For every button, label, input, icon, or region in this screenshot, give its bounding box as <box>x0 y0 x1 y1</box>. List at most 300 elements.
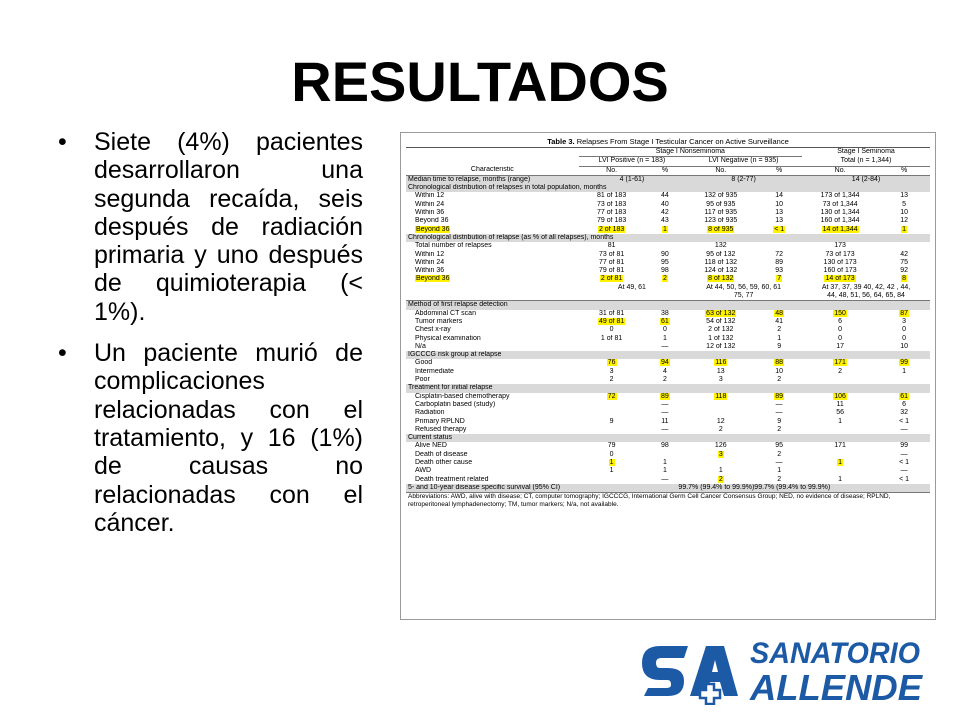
row-label-text: Tumor markers <box>415 317 463 325</box>
cell-value: 31 of 81 <box>598 309 625 317</box>
row-label <box>406 476 579 484</box>
risk-rows <box>406 359 930 384</box>
cell <box>645 267 686 275</box>
cell <box>645 459 686 467</box>
row-label-text: Total number of relapses <box>415 242 492 250</box>
cell: At 44, 50, 56, 59, 60, 61 <box>706 283 781 291</box>
row-label-text: Within 12 <box>415 250 445 258</box>
cell-value: 1 <box>838 475 843 483</box>
cell <box>878 451 930 459</box>
cell-value: 4 <box>662 367 667 375</box>
row-label-text: Good <box>415 359 433 367</box>
cell <box>802 442 878 450</box>
cell-value: 173 <box>834 242 846 250</box>
cell <box>802 209 878 217</box>
cell: 99.7% (99.4% to 99.9%)99.7% (99.4% to 99.9%) <box>579 484 930 493</box>
cell-value: 13 <box>775 209 784 217</box>
cell-value: 2 of 132 <box>708 326 734 334</box>
cell <box>802 459 878 467</box>
cell <box>685 442 756 450</box>
cell <box>878 376 930 384</box>
row-label <box>406 393 579 401</box>
cell <box>685 476 756 484</box>
table-row <box>406 418 930 426</box>
cell <box>878 418 930 426</box>
row-label <box>406 343 579 351</box>
cell <box>579 476 645 484</box>
table-caption-text: Relapses From Stage I Testicular Cancer on Active Surveillance <box>576 137 789 146</box>
cell <box>685 326 756 334</box>
sub-lvi-negative: LVI Negative (n = 935) <box>685 157 802 166</box>
table-row <box>406 209 930 217</box>
cell-value: 116 <box>715 359 727 367</box>
cell <box>878 209 930 217</box>
cell-value: 89 <box>775 392 784 400</box>
cell-value: 56 <box>836 409 844 417</box>
row-label-text: Within 36 <box>415 267 445 275</box>
group-seminoma: Stage I Seminoma <box>837 148 895 156</box>
cell <box>756 217 802 225</box>
cell-value: 2 of 183 <box>598 225 625 233</box>
cell <box>878 409 930 417</box>
cell <box>878 442 930 450</box>
row-label-text: N/a <box>415 342 426 350</box>
cell-value: 11 <box>836 400 844 408</box>
cell <box>685 259 756 267</box>
cell-value: 17 <box>836 342 844 350</box>
cell-value: 79 of 183 <box>597 217 627 225</box>
cell: 8 (2-77) <box>685 175 802 184</box>
cell <box>878 192 930 200</box>
col-pct: % <box>756 166 802 175</box>
cell <box>878 217 930 225</box>
cell-value: 63 of 132 <box>706 309 736 317</box>
cell <box>579 259 645 267</box>
bullet-item: • Un paciente murió de complicaciones relacionadas con el tratamiento, y 16 (1%) de causas no relacionadas con el cáncer. <box>58 339 363 537</box>
cell <box>756 401 802 409</box>
cell <box>756 326 802 334</box>
status-rows <box>406 442 930 483</box>
cell-value: 2 <box>718 475 723 483</box>
cell <box>579 192 645 200</box>
cell-value: 98 <box>661 442 669 450</box>
cell-value: 106 <box>834 392 846 400</box>
cell <box>579 251 645 259</box>
cell-value: 1 <box>662 458 667 466</box>
cell <box>802 226 878 234</box>
cell-value: 1 <box>662 467 667 475</box>
cell <box>645 451 686 459</box>
cell <box>645 426 686 434</box>
cell <box>685 310 756 318</box>
cell <box>645 226 686 234</box>
cell-value: 99 <box>900 359 908 367</box>
cell-value: 1 <box>777 467 782 475</box>
cell-value: 2 <box>609 376 614 384</box>
col-no: No. <box>579 166 645 175</box>
cell <box>685 368 756 376</box>
cell-value: < 1 <box>899 417 910 425</box>
row-label-text: Radiation <box>415 409 445 417</box>
cell <box>579 201 645 209</box>
cell: At 37, 37, 39 40, 42, 42 , 44, <box>821 283 911 291</box>
cell <box>579 451 645 459</box>
row-label-text: Primary RPLND <box>415 417 465 425</box>
row-label-text: Death of disease <box>415 450 468 458</box>
cell-value: 5 <box>902 200 907 208</box>
table-row <box>406 251 930 259</box>
cell-value: 73 of 173 <box>825 250 855 258</box>
section-label: Current status <box>406 434 930 442</box>
row-label <box>406 242 579 250</box>
cell <box>756 368 802 376</box>
row-label-text: Within 24 <box>415 258 445 266</box>
cell-value: 2 <box>777 376 782 384</box>
cell-value: 2 <box>662 275 667 283</box>
cell <box>579 326 645 334</box>
cell <box>756 393 802 401</box>
cell <box>645 418 686 426</box>
row-label-text: Within 12 <box>415 192 445 200</box>
cell <box>685 217 756 225</box>
cell-value: 10 <box>775 367 784 375</box>
cell <box>579 442 645 450</box>
cell <box>878 318 930 326</box>
cell <box>579 209 645 217</box>
table-row <box>406 476 930 484</box>
cell <box>645 467 686 475</box>
cell <box>878 251 930 259</box>
cell-value: 2 <box>838 367 843 375</box>
cell <box>645 335 686 343</box>
row-label-text: Carboplatin based (study) <box>415 400 496 408</box>
cell <box>685 426 756 434</box>
cell <box>645 393 686 401</box>
row-label-text: Death treatment related <box>415 475 489 483</box>
row-label <box>406 251 579 259</box>
cell <box>802 426 878 434</box>
cell-value: 79 of 81 <box>598 267 625 275</box>
row-label <box>406 318 579 326</box>
cell-value: 2 <box>777 326 782 334</box>
table-header-row <box>406 148 930 157</box>
cell-value: 0 <box>609 326 614 334</box>
cell-value: 7 <box>777 275 782 283</box>
cell-value: 3 <box>718 450 723 458</box>
row-label-text: Within 36 <box>415 209 445 217</box>
cell-value: 171 <box>834 442 846 450</box>
table-row <box>406 226 930 234</box>
cell <box>645 368 686 376</box>
cell <box>645 343 686 351</box>
cell-value: 2 <box>777 475 782 483</box>
cell-value: 150 <box>834 309 846 317</box>
cell <box>756 275 802 283</box>
cell <box>579 217 645 225</box>
cell <box>685 226 756 234</box>
table-row <box>406 335 930 343</box>
group-nonseminoma: Stage I Nonseminoma <box>579 148 802 157</box>
cell <box>756 451 802 459</box>
cell-value: 87 <box>900 309 908 317</box>
cell-value: 160 of 173 <box>823 267 857 275</box>
cell <box>802 359 878 367</box>
col-characteristic: Characteristic <box>406 166 579 175</box>
sanatorio-allende-logo <box>640 630 930 705</box>
cell <box>756 242 802 250</box>
section-label: Chronological distribution of relapse (as % of all relapses), months <box>406 234 930 242</box>
cell <box>802 409 878 417</box>
cell-value: 95 <box>775 442 784 450</box>
cell <box>579 376 645 384</box>
cell <box>645 409 686 417</box>
cell <box>685 401 756 409</box>
cell-value: — <box>900 467 908 475</box>
cell <box>756 418 802 426</box>
cell-value: 118 of 132 <box>704 258 738 266</box>
cell <box>878 359 930 367</box>
cell <box>579 310 645 318</box>
table-row <box>406 368 930 376</box>
cell-value: 93 <box>775 267 784 275</box>
cell-value: 61 <box>900 392 908 400</box>
cell-value: 72 <box>775 250 784 258</box>
cell <box>645 275 686 283</box>
row-label <box>406 335 579 343</box>
cell <box>579 335 645 343</box>
row-label <box>406 451 579 459</box>
table-row <box>406 459 930 467</box>
at-row <box>406 284 930 292</box>
cell <box>802 467 878 475</box>
col-no: No. <box>685 166 756 175</box>
row-label <box>406 459 579 467</box>
cell <box>756 467 802 475</box>
cell-value: 95 of 132 <box>706 250 736 258</box>
survival-row <box>406 484 930 493</box>
row-label <box>406 267 579 275</box>
cell <box>579 242 645 250</box>
cell <box>685 318 756 326</box>
table-row <box>406 217 930 225</box>
cell <box>685 251 756 259</box>
row-label <box>406 275 579 283</box>
cell-value: — <box>661 342 669 350</box>
cell-value: 13 <box>900 192 908 200</box>
cell-value: 2 <box>718 425 723 433</box>
cell-value: 2 <box>662 376 667 384</box>
table-row <box>406 201 930 209</box>
cell <box>878 343 930 351</box>
chrono-rows <box>406 192 930 233</box>
cell-value: 95 of 935 <box>706 200 736 208</box>
logo-text-sanatorio: SANATORIO <box>750 637 920 670</box>
cell-value: 73 of 183 <box>597 200 627 208</box>
table-row <box>406 442 930 450</box>
cell <box>685 376 756 384</box>
row-label-text: Poor <box>415 376 430 384</box>
cell-value: 1 <box>838 417 843 425</box>
cell <box>756 376 802 384</box>
row-label <box>406 310 579 318</box>
cell <box>685 209 756 217</box>
cell <box>878 459 930 467</box>
table-footnote: Abbreviations: AWD, alive with disease; CT, computer tomography; IGCCCG, International Germ Cell Cancer Consensus Group; NED, no evidence of disease; RPLND, retroperitoneal lymphadenectomy; TM, tumor markers; N/a, not available. <box>408 493 891 509</box>
cell-value: 1 <box>662 225 667 233</box>
cell-value: 126 <box>714 442 727 450</box>
row-label-text: Chest x-ray <box>415 326 451 334</box>
cell-value: 0 <box>902 326 907 334</box>
cell-value: 118 <box>715 392 727 400</box>
cell-value: 12 <box>716 417 725 425</box>
cell-value: 10 <box>900 342 908 350</box>
cell-value: 14 of 1,344 <box>822 225 858 233</box>
cell-value: 76 <box>607 359 616 367</box>
cell-value: 2 <box>777 425 782 433</box>
cell-value: 124 of 132 <box>704 267 738 275</box>
cell <box>645 209 686 217</box>
cell <box>802 259 878 267</box>
cell-value: 14 <box>775 192 784 200</box>
cell <box>802 217 878 225</box>
cell-value: 10 <box>900 209 908 217</box>
table-row <box>406 467 930 475</box>
cell <box>756 359 802 367</box>
sub-lvi-positive: LVI Positive (n = 183) <box>579 157 686 166</box>
cell <box>878 393 930 401</box>
table-row <box>406 310 930 318</box>
cell-value: 132 <box>714 242 727 250</box>
cell-value: < 1 <box>774 225 785 233</box>
row-label-text: Within 24 <box>415 200 445 208</box>
cell-value: 14 of 173 <box>825 275 855 283</box>
cell-value: 12 of 132 <box>706 342 736 350</box>
cell <box>756 251 802 259</box>
logo-text-allende: ALLENDE <box>748 667 923 705</box>
cell-value: 173 of 1,344 <box>820 192 860 200</box>
table-caption <box>406 137 930 148</box>
table-row <box>406 318 930 326</box>
cell-value: 41 <box>775 317 784 325</box>
table-row <box>406 376 930 384</box>
cell-value: 44 <box>661 192 669 200</box>
cell-value: 77 of 183 <box>597 209 627 217</box>
cell-value: < 1 <box>899 458 910 466</box>
table-row <box>406 393 930 401</box>
row-label <box>406 409 579 417</box>
cell <box>802 201 878 209</box>
cell-value: 6 <box>902 400 907 408</box>
cell-value: 160 of 1,344 <box>820 217 860 225</box>
cell-value: 1 <box>902 225 907 233</box>
cell-value: 8 <box>902 275 907 283</box>
cell-value: — <box>900 450 908 458</box>
cell-value: 42 <box>661 209 669 217</box>
cell-value: 95 <box>661 258 669 266</box>
table-row <box>406 401 930 409</box>
cell-value: 48 <box>775 309 784 317</box>
cell-value: — <box>661 409 669 417</box>
cell <box>878 467 930 475</box>
cell <box>685 242 756 250</box>
cell <box>685 459 756 467</box>
row-label <box>406 259 579 267</box>
cell-value: 8 of 132 <box>708 275 734 283</box>
cell-value: — <box>775 400 783 408</box>
cell-value: 40 <box>661 200 669 208</box>
cell <box>645 376 686 384</box>
slide-title: RESULTADOS <box>291 50 669 113</box>
cell-value: 42 <box>900 250 908 258</box>
cell-value: 8 of 935 <box>708 225 734 233</box>
cell <box>685 409 756 417</box>
cell-value: 0 <box>662 326 667 334</box>
cell <box>645 251 686 259</box>
cell <box>579 418 645 426</box>
cell <box>685 275 756 283</box>
section-label: Chronological distribution of relapses in total population, months <box>406 184 930 192</box>
cell <box>802 368 878 376</box>
row-label <box>406 359 579 367</box>
cell <box>645 359 686 367</box>
table-row <box>406 343 930 351</box>
row-label <box>406 418 579 426</box>
cell <box>878 401 930 409</box>
cell <box>579 467 645 475</box>
cell-value: 92 <box>900 267 908 275</box>
cell <box>878 326 930 334</box>
cell-value: 2 of 81 <box>600 275 623 283</box>
cell <box>645 242 686 250</box>
cell <box>645 259 686 267</box>
cell <box>685 467 756 475</box>
cell <box>579 393 645 401</box>
cell <box>579 267 645 275</box>
cell-value: 79 <box>607 442 616 450</box>
cell <box>802 318 878 326</box>
cell <box>802 401 878 409</box>
cell <box>802 275 878 283</box>
cell-value: 123 of 935 <box>704 217 738 225</box>
cell <box>802 451 878 459</box>
cell <box>685 418 756 426</box>
cell <box>802 393 878 401</box>
col-pct: % <box>878 166 930 175</box>
cell <box>878 275 930 283</box>
table-caption-label: Table 3. <box>547 137 575 146</box>
cell-value: 1 <box>777 334 782 342</box>
cell-value: 89 <box>775 258 784 266</box>
table-row <box>406 259 930 267</box>
cell-value: 3 <box>718 376 723 384</box>
row-label: Median time to relapse, months (range) <box>406 175 579 184</box>
cell <box>802 242 878 250</box>
median-row <box>406 175 930 184</box>
cell-value: 6 <box>838 317 843 325</box>
cell <box>878 267 930 275</box>
cell <box>579 401 645 409</box>
cell-value: — <box>775 409 783 417</box>
cell-value: < 1 <box>899 475 910 483</box>
table-row <box>406 275 930 283</box>
cell <box>756 442 802 450</box>
cell-value: 9 <box>609 417 614 425</box>
cell-value: 3 <box>609 367 614 375</box>
table-row <box>406 192 930 200</box>
row-label-text: Beyond 36 <box>416 275 450 283</box>
cell <box>878 201 930 209</box>
cell <box>802 418 878 426</box>
